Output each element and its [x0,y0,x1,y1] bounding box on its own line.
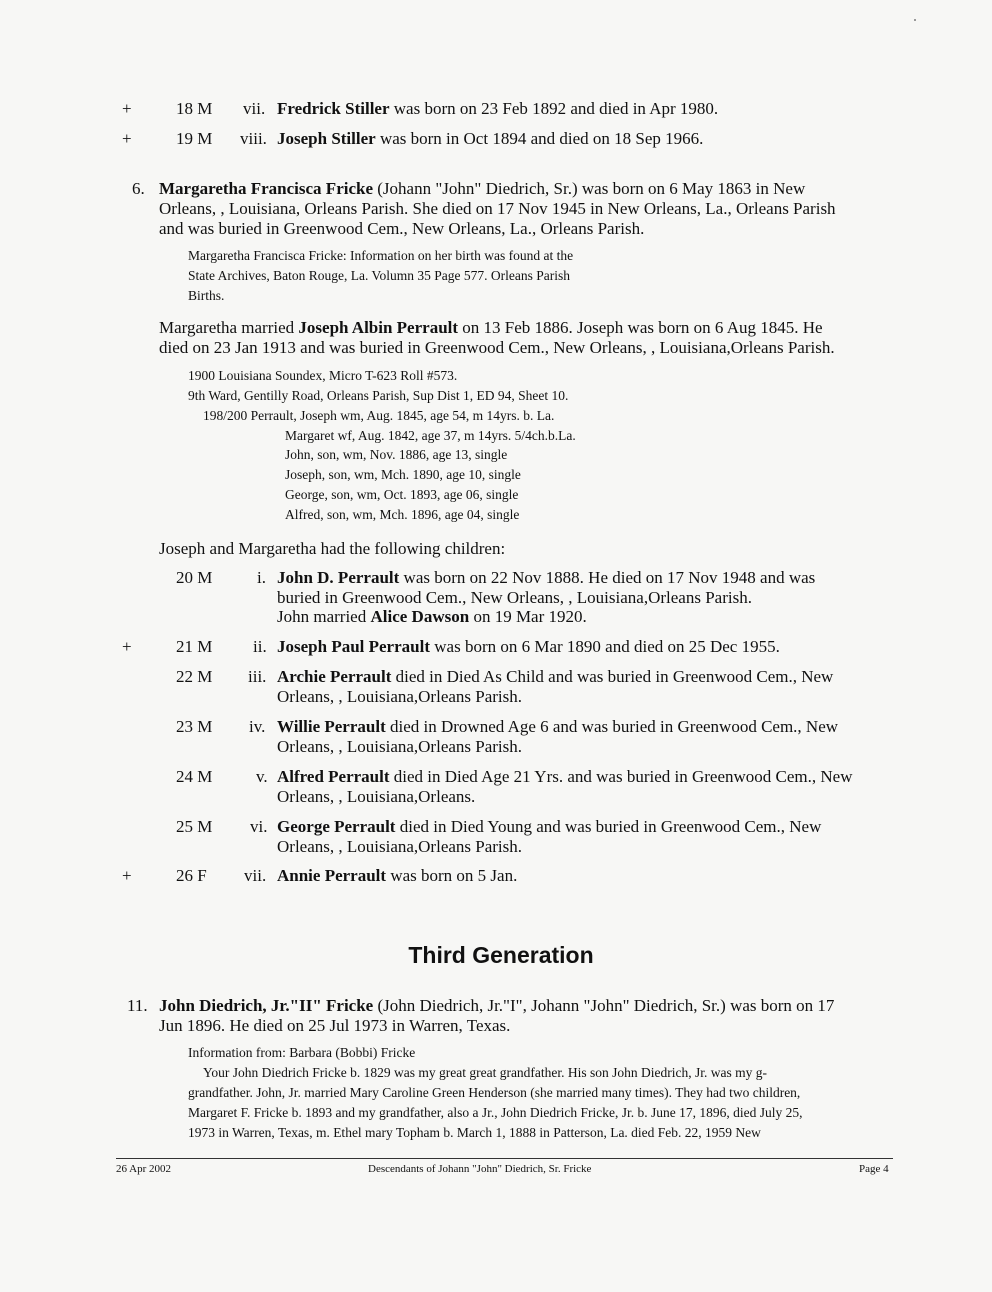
child-text: Orleans, , Louisiana,Orleans Parish. [277,837,523,856]
descendant-plus: + [122,99,132,118]
child-text: Archie Perrault died in Died As Child and was buried in Greenwood Cem., New [277,667,834,686]
child-text: Orleans, , Louisiana,Orleans. [277,787,476,806]
census-member: George, son, wm, Oct. 1893, age 06, single [285,487,519,502]
child-text: Joseph Paul Perrault was born on 6 Mar 1890 and died on 25 Dec 1955. [277,637,780,656]
census-member: Joseph, son, wm, Mch. 1890, age 10, single [285,467,521,482]
scan-speck [914,19,916,21]
footer-page: Page 4 [859,1163,889,1175]
note-source: Information from: Barbara (Bobbi) Fricke [188,1045,416,1060]
birth-note: Margaretha Francisca Fricke: Information on her birth was found at the [188,248,574,263]
spouse-name: Alice Dawson [370,607,470,626]
census-head: 198/200 Perrault, Joseph wm, Aug. 1845, age 54, m 14yrs. b. La. [203,408,555,423]
section-heading: Third Generation [408,942,594,968]
child-name: George Perrault [277,817,396,836]
footer-date: 26 Apr 2002 [116,1163,171,1175]
person-number: 11. [127,996,148,1015]
child-text: Fredrick Stiller was born on 23 Feb 1892 and died in Apr 1980. [277,99,719,118]
child-number: 19 M [176,129,213,148]
child-text: Alfred Perrault died in Died Age 21 Yrs. and was buried in Greenwood Cem., New [277,767,853,786]
census-member: John, son, wm, Nov. 1886, age 13, single [285,447,508,462]
person-line: and was buried in Greenwood Cem., New Orleans, La., Orleans Parish. [159,219,645,238]
marriage-line: died on 23 Jan 1913 and was buried in Greenwood Cem., New Orleans, , Louisiana,Orleans Parish. [159,338,835,357]
spouse-name: Joseph Albin Perrault [298,318,459,337]
children-intro: Joseph and Margaretha had the following children: [159,539,506,558]
birth-note: Births. [188,288,225,303]
note-line: Your John Diedrich Fricke b. 1829 was my great great grandfather. His son John Diedrich, Jr. was my g- [203,1065,768,1080]
child-name: Alfred Perrault [277,767,390,786]
child-roman: iii. [248,667,267,686]
descendant-plus: + [122,866,132,885]
child-roman: i. [257,568,266,587]
census-ward: 9th Ward, Gentilly Road, Orleans Parish, Sup Dist 1, ED 94, Sheet 10. [188,388,569,403]
census-member: Margaret wf, Aug. 1842, age 37, m 14yrs. 5/4ch.b.La. [285,428,576,443]
child-roman: vii. [244,866,267,885]
descendant-plus: + [122,637,132,656]
child-marriage: John married Alice Dawson on 19 Mar 1920. [277,607,587,626]
child-number: 24 M [176,767,213,786]
child-number: 23 M [176,717,213,736]
birth-note: State Archives, Baton Rouge, La. Volumn 35 Page 577. Orleans Parish [188,268,570,283]
child-text: Joseph Stiller was born in Oct 1894 and died on 18 Sep 1966. [277,129,704,148]
child-name: Archie Perrault [277,667,392,686]
child-text: Willie Perrault died in Drowned Age 6 and was buried in Greenwood Cem., New [277,717,839,736]
person-line: John Diedrich, Jr."II" Fricke (John Diedrich, Jr."I", Johann "John" Diedrich, Sr.) was born on 17 [159,996,835,1015]
note-line: Margaret F. Fricke b. 1893 and my grandfather, also a Jr., John Diedrich Fricke, Jr. b. June 17, 1896, died July 25, [188,1105,803,1120]
child-roman: vi. [250,817,268,836]
child-number: 25 M [176,817,213,836]
child-text: Orleans, , Louisiana,Orleans Parish. [277,737,523,756]
child-name: Willie Perrault [277,717,386,736]
note-line: grandfather. John, Jr. married Mary Caroline Green Henderson (she married many times). They had two children, [188,1085,801,1100]
child-name: Annie Perrault [277,866,387,885]
person-name: John Diedrich, Jr."II" Fricke [159,996,374,1015]
note-line: 1973 in Warren, Texas, m. Ethel mary Topham b. March 1, 1888 in Patterson, La. died Feb. 22, 1959 New [188,1125,761,1140]
child-number: 26 F [176,866,207,885]
child-roman: ii. [253,637,267,656]
child-text: Orleans, , Louisiana,Orleans Parish. [277,687,523,706]
child-number: 18 M [176,99,213,118]
child-name: Joseph Paul Perrault [277,637,430,656]
footer-rule [116,1158,893,1159]
census-source: 1900 Louisiana Soundex, Micro T-623 Roll #573. [188,368,458,383]
person-line: Margaretha Francisca Fricke (Johann "John" Diedrich, Sr.) was born on 6 May 1863 in New [159,179,806,198]
child-name: John D. Perrault [277,568,400,587]
footer-title: Descendants of Johann "John" Diedrich, Sr. Fricke [368,1163,592,1175]
descendant-plus: + [122,129,132,148]
child-number: 20 M [176,568,213,587]
child-roman: v. [256,767,268,786]
child-name: Fredrick Stiller [277,99,390,118]
person-number: 6. [132,179,145,198]
child-text: John D. Perrault was born on 22 Nov 1888. He died on 17 Nov 1948 and was [277,568,816,587]
child-text: George Perrault died in Died Young and was buried in Greenwood Cem., New [277,817,822,836]
person-line: Orleans, , Louisiana, Orleans Parish. She died on 17 Nov 1945 in New Orleans, La., Orleans Parish [159,199,836,218]
person-name: Margaretha Francisca Fricke [159,179,374,198]
person-line: Jun 1896. He died on 25 Jul 1973 in Warren, Texas. [159,1016,511,1035]
child-text: buried in Greenwood Cem., New Orleans, , Louisiana,Orleans Parish. [277,588,752,607]
census-member: Alfred, son, wm, Mch. 1896, age 04, single [285,507,520,522]
child-name: Joseph Stiller [277,129,376,148]
child-roman: vii. [243,99,266,118]
marriage-line: Margaretha married Joseph Albin Perrault on 13 Feb 1886. Joseph was born on 6 Aug 1845. He [159,318,823,337]
child-number: 21 M [176,637,213,656]
child-roman: viii. [240,129,267,148]
child-roman: iv. [249,717,266,736]
child-number: 22 M [176,667,213,686]
child-text: Annie Perrault was born on 5 Jan. [277,866,518,885]
